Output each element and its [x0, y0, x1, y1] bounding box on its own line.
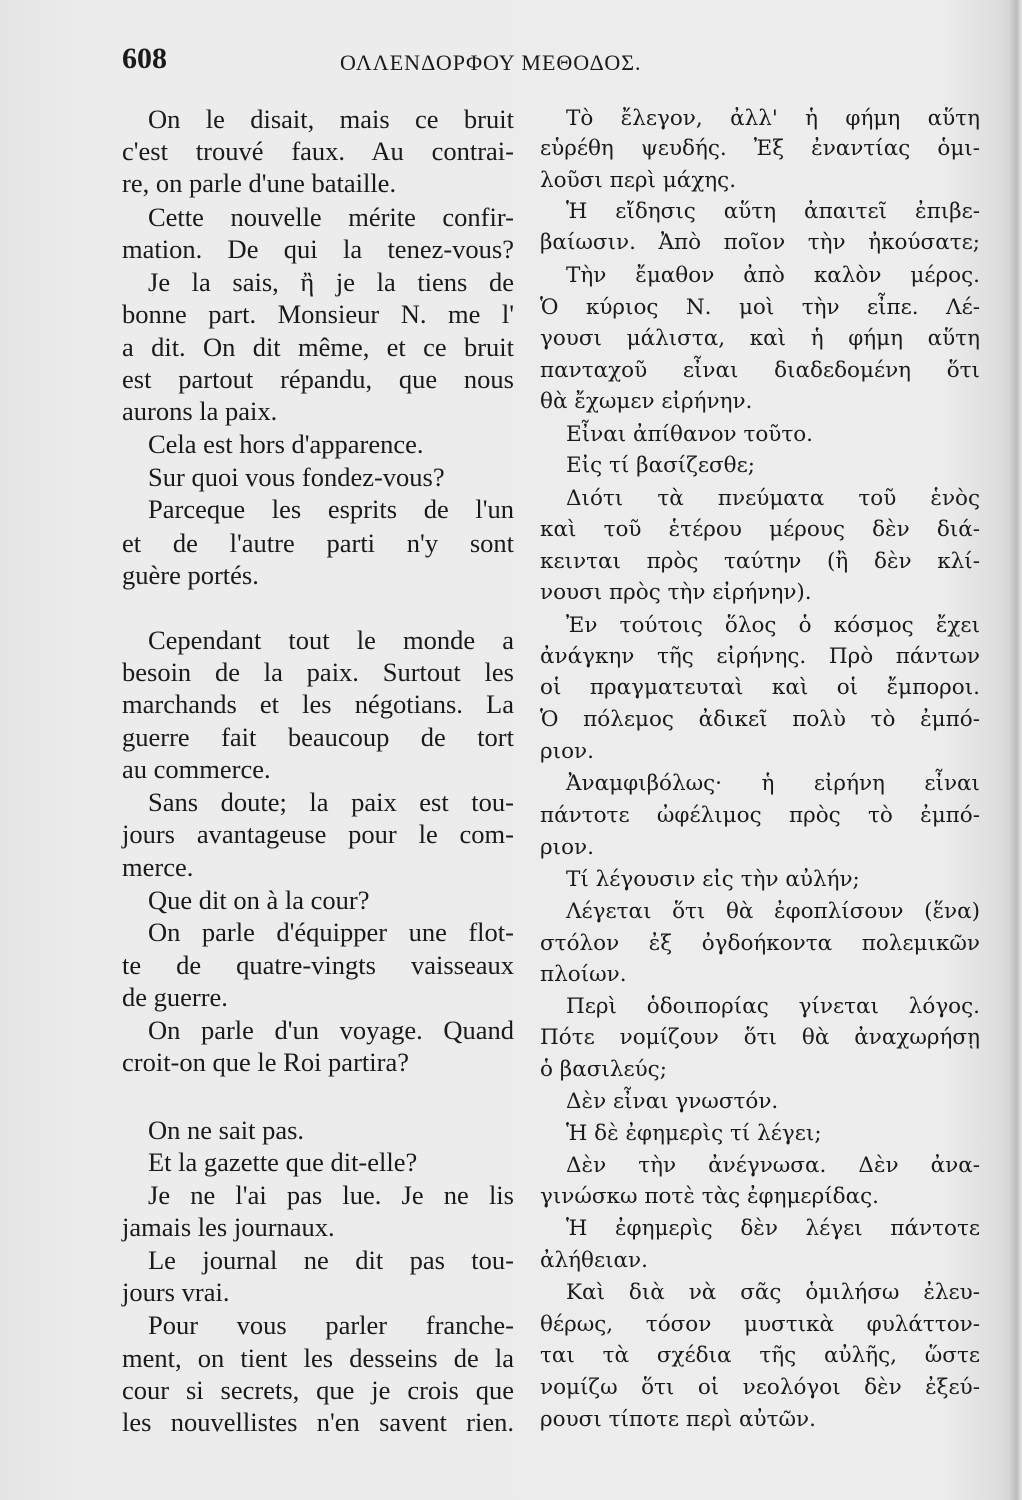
page-number: 608 — [122, 42, 167, 75]
greek-line: λοῦσι περὶ μάχης. — [540, 168, 737, 193]
french-line: c'est trouvé faux. Au contrai- — [122, 136, 514, 166]
french-line: jours vrai. — [122, 1277, 230, 1307]
greek-line: γινώσκω ποτὲ τὰς ἐφημερίδας. — [540, 1184, 879, 1209]
greek-line: Περὶ ὁδοιπορίας γίνεται λόγος. — [566, 994, 980, 1019]
french-line: est partout répandu, que nous — [122, 364, 514, 394]
french-line: Je ne l'ai pas lue. Je ne lis — [148, 1180, 514, 1210]
greek-line: πανταχοῦ εἶναι διαδεδομένη ὅτι — [540, 358, 980, 383]
french-line: Sans doute; la paix est tou- — [148, 787, 514, 817]
french-line: On parle d'équipper une flot- — [148, 917, 514, 947]
greek-line: Τὸ ἔλεγον, ἀλλ' ἡ φήμη αὕτη — [566, 106, 980, 131]
french-line: Parceque les esprits de l'un — [148, 494, 514, 524]
greek-line: Τὴν ἔμαθον ἀπὸ καλὸν μέρος. — [566, 263, 980, 288]
french-line: bonne part. Monsieur N. me l' — [122, 299, 514, 329]
french-line: jamais les journaux. — [122, 1212, 335, 1242]
french-line: Cette nouvelle mérite confir- — [148, 202, 514, 232]
page-header — [0, 40, 1022, 84]
french-line: cour si secrets, que je crois que — [122, 1375, 514, 1405]
french-line: Cela est hors d'apparence. — [148, 429, 424, 459]
greek-line: βαίωσιν. Ἀπὸ ποῖον τὴν ἠκούσατε; — [540, 230, 980, 255]
french-line: guère portés. — [122, 560, 259, 590]
greek-line: καὶ τοῦ ἑτέρου μέρους δὲν διά- — [540, 517, 980, 542]
greek-line: πάντοτε ὠφέλιμος πρὸς τὸ ἐμπό- — [540, 803, 980, 828]
greek-line: Εἰς τί βασίζεσθε; — [566, 453, 756, 478]
greek-line: ρουσι τίποτε περὶ αὐτῶν. — [540, 1407, 816, 1432]
greek-line: πλοίων. — [540, 962, 627, 987]
french-line: les nouvellistes n'en savent rien. — [122, 1407, 514, 1437]
french-line: Le journal ne dit pas tou- — [148, 1245, 514, 1275]
greek-line: Ἀναμφιβόλως· ἡ εἰρήνη εἶναι — [566, 771, 980, 796]
french-line: de guerre. — [122, 982, 228, 1012]
page-edge — [1008, 0, 1022, 1500]
greek-line: Ἐν τούτοις ὅλος ὁ κόσμος ἔχει — [566, 613, 980, 638]
french-line: On ne sait pas. — [148, 1115, 305, 1145]
greek-line: στόλον ἐξ ὀγδοήκοντα πολεμικῶν — [540, 931, 980, 956]
french-line: Je la sais, ἢ je la tiens de — [148, 267, 514, 297]
greek-line: Διότι τὰ πνεύματα τοῦ ἑνὸς — [566, 486, 980, 511]
greek-line: εὑρέθη ψευδής. Ἐξ ἐναντίας ὁμι- — [540, 136, 980, 161]
greek-line: Ἡ εἴδησις αὕτη ἀπαιτεῖ ἐπιβε- — [566, 199, 980, 224]
french-line: On le disait, mais ce bruit — [148, 104, 514, 134]
greek-line: Ἡ ἐφημερὶς δὲν λέγει πάντοτε — [566, 1216, 980, 1241]
french-line: Que dit on à la cour? — [148, 885, 370, 915]
french-line: jours avantageuse pour le com- — [122, 819, 514, 849]
french-line: mation. De qui la tenez-vous? — [122, 234, 514, 264]
greek-line: Ὁ κύριος Ν. μοὶ τὴν εἶπε. Λέ- — [540, 295, 980, 320]
greek-line: Δὲν εἶναι γνωστόν. — [566, 1089, 779, 1114]
greek-line: ἀλήθειαν. — [540, 1248, 648, 1273]
french-line: aurons la paix. — [122, 396, 278, 426]
greek-line: θὰ ἔχωμεν εἰρήνην. — [540, 389, 753, 414]
greek-line: ἀνάγκην τῆς εἰρήνης. Πρὸ πάντων — [540, 644, 980, 669]
french-line: Sur quoi vous fondez-vous? — [148, 462, 445, 492]
french-line: besoin de la paix. Surtout les — [122, 657, 514, 687]
greek-line: Λέγεται ὅτι θὰ ἐφοπλίσουν (ἕνα) — [566, 899, 980, 924]
french-line: Pour vous parler franche- — [148, 1310, 514, 1340]
greek-line: νουσι πρὸς τὴν εἰρήνην). — [540, 580, 812, 605]
greek-line: Ὁ πόλεμος ἀδικεῖ πολὺ τὸ ἐμπό- — [540, 707, 980, 732]
greek-line: ριον. — [540, 739, 594, 764]
french-line: croit-on que le Roi partira? — [122, 1047, 409, 1077]
greek-line: Πότε νομίζουν ὅτι θὰ ἀναχωρήσῃ — [540, 1025, 980, 1050]
french-line: Et la gazette que dit-elle? — [148, 1147, 418, 1177]
greek-line: ται τὰ σχέδια τῆς αὐλῆς, ὥστε — [540, 1343, 980, 1368]
running-title: ΟΛΛΕΝΔΟΡΦΟΥ ΜΕΘΟΔΟΣ. — [340, 50, 642, 75]
french-line: a dit. On dit même, et ce bruit — [122, 332, 514, 362]
greek-line: γουσι μάλιστα, καὶ ἡ φήμη αὕτη — [540, 326, 980, 351]
french-line: te de quatre-vingts vaisseaux — [122, 950, 514, 980]
french-line: merce. — [122, 852, 194, 882]
french-line: et de l'autre parti n'y sont — [122, 528, 514, 558]
greek-line: νομίζω ὅτι οἱ νεολόγοι δὲν ἐξεύ- — [540, 1375, 980, 1400]
greek-line: Καὶ διὰ νὰ σᾶς ὁμιλήσω ἐλευ- — [566, 1280, 980, 1305]
greek-line: Τί λέγουσιν εἰς τὴν αὐλήν; — [566, 867, 860, 892]
french-line: guerre fait beaucoup de tort — [122, 722, 514, 752]
french-line: marchands et les négotians. La — [122, 689, 514, 719]
french-line: On parle d'un voyage. Quand — [148, 1015, 514, 1045]
greek-line: οἱ πραγματευταὶ καὶ οἱ ἔμποροι. — [540, 675, 980, 700]
greek-line: Δὲν τὴν ἀνέγνωσα. Δὲν ἀνα- — [566, 1153, 980, 1178]
greek-line: θέρως, τόσον μυστικὰ φυλάττον- — [540, 1312, 980, 1337]
greek-line: κεινται πρὸς ταύτην (ἢ δὲν κλί- — [540, 549, 980, 574]
french-line: re, on parle d'une bataille. — [122, 168, 397, 198]
greek-line: ὁ βασιλεύς; — [540, 1057, 667, 1082]
greek-line: Ἡ δὲ ἐφημερὶς τί λέγει; — [566, 1121, 822, 1146]
french-line: Cependant tout le monde a — [148, 625, 514, 655]
greek-line: Εἶναι ἀπίθανον τοῦτο. — [566, 422, 814, 447]
greek-line: ριον. — [540, 835, 594, 860]
french-line: au commerce. — [122, 754, 271, 784]
french-line: ment, on tient les desseins de la — [122, 1343, 514, 1373]
